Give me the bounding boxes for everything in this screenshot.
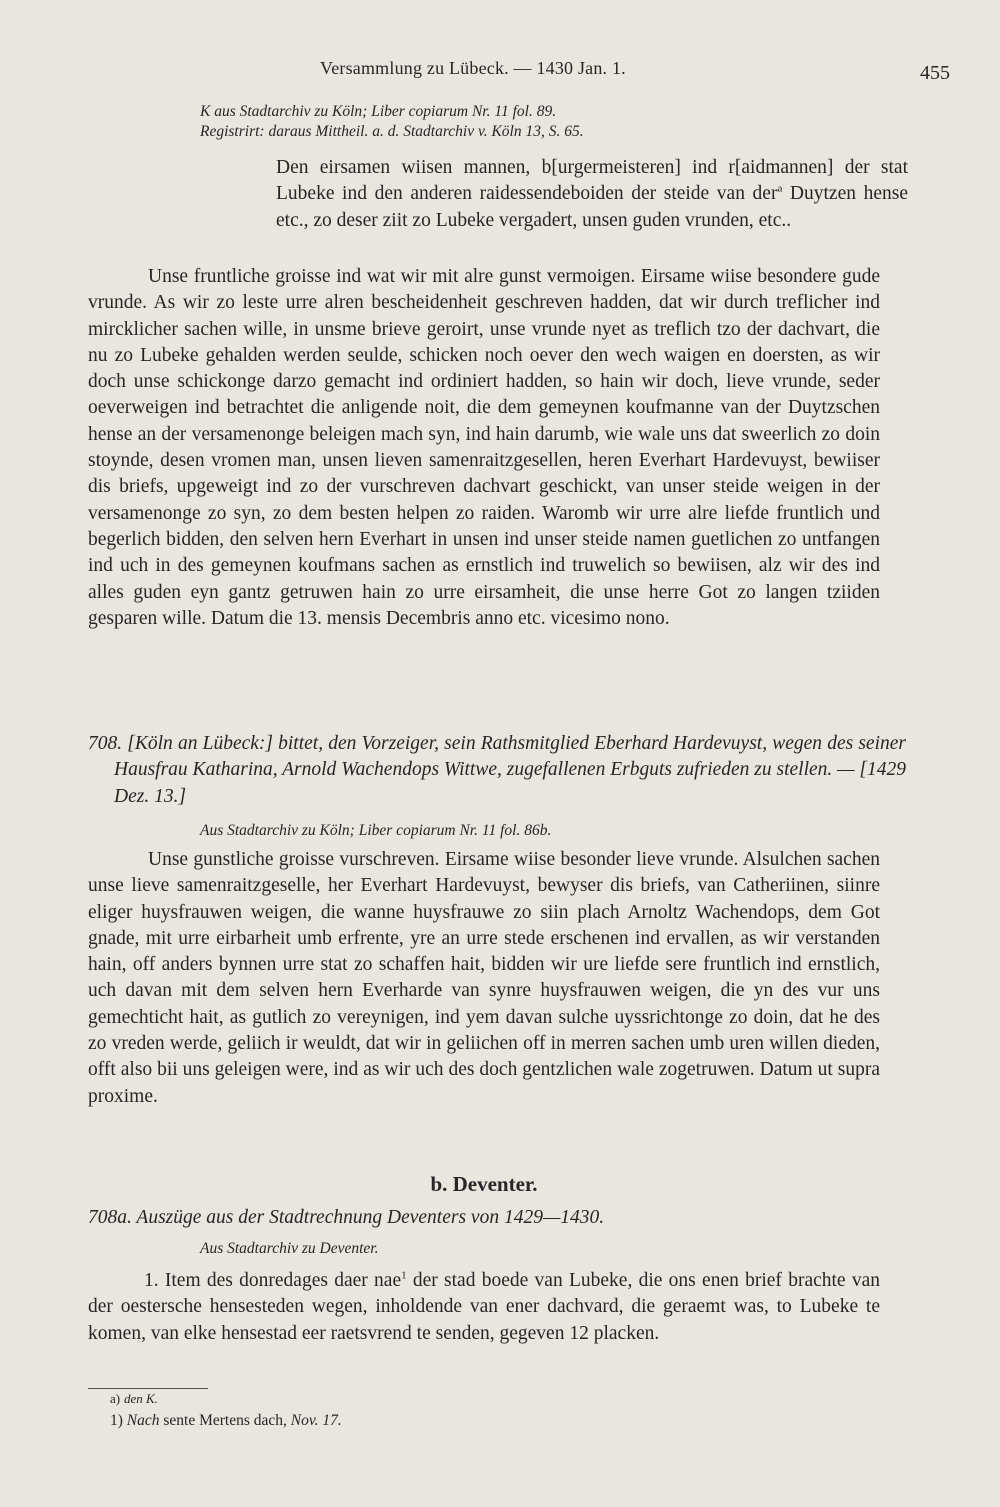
document-heading-708a: Auszüge aus der Stadtrechnung Deventers von 1429—1430.: [136, 1207, 605, 1228]
footnote-1-mark: 1): [110, 1412, 123, 1429]
footnote-1-text: sente Mertens dach,: [159, 1412, 291, 1429]
footnote-1: [110, 1410, 710, 1432]
item-text-1: 1. Item des donredages daer nae: [144, 1270, 402, 1291]
address-text-1: Den eirsamen wiisen mannen, b[urgermeisteren] ind r[aidmannen] der stat Lubeke ind den anderen raidessendeboiden der steide van der: [276, 157, 908, 205]
document-number-708a: 708a.: [88, 1207, 132, 1228]
document-title-708a: [88, 1205, 880, 1231]
footnote-marker-a: a: [777, 182, 783, 195]
letter-body-707: Unse fruntliche groisse ind wat wir mit alre gunst vermoigen. Eirsame wiise besondere gude vrunde. As wir zo leste urre alren bescheidenheit geschreven hadden, dat wir durch treflicher ind mircklicher sachen wille, in unsme brieve geroirt, unse vrunde nyet as treflich tzo der dachvart, die nu zo Lubeke gehalden werden seulde, schicken noch oever den wech waigen en doersten, as wir doch unse schickonge darzo gemacht ind ordiniert hadden, so hain wir doch, lieve vrunde, seder oeverweigen ind betrachtet die anligende noit, die dem gemeynen koufmanne van der Duytzschen hense an der versamenonge beleigen mach syn, ind hain darumb, wie wale uns dat sweerlich zo doin stoynde, desen vromen man, unsen lieven samenraitzgesellen, heren Everhart Hardevuyst, bewiiser dis briefs, upgeweigt ind zo der vurschreven dachvart geschickt, van unser steide weigen in der versamenonge zo syn, zo dem besten helpen zo raiden. Waromb wir urre alre liefde fruntlich und begerlich bidden, den selven hern Everhart in unsen ind unser steide namen guetlichen zo untfangen ind uch in des gemeynen koufmans sachen as ernstlich ind truwelich so bewiisen, alz wir des ind alles guden eyn gantz getruwen hain zo urre eirsamheit, die unse herre Got zo langen tziiden gesparen wille. Datum die 13. mensis Decembris anno etc. vicesimo nono.: [88, 266, 880, 629]
source-note-708: Aus Stadtarchiv zu Köln; Liber copiarum Nr. 11 fol. 86b.: [200, 822, 552, 839]
source-line-2: Registrirt: daraus Mittheil. a. d. Stadtarchiv v. Köln 13, S. 65.: [200, 123, 584, 140]
address-text-2: Duytzen hense etc., zo deser ziit zo Lubeke vergadert, unsen guden vrunden, etc..: [276, 183, 908, 231]
source-note-707: [200, 102, 760, 142]
running-title: Versammlung zu Lübeck. — 1430 Jan. 1.: [320, 58, 626, 78]
item-text-2: der stad boede van Lubeke, die ons enen brief brachte van der oestersche hensesteden wegen, inholdende van ener dachvard, die geraemt was, to Lubeke te komen, van elke hensestad eer raetsvrend te senden, gegeven 12 placken.: [88, 1270, 880, 1344]
footnote-1-date: Nov. 17.: [290, 1412, 342, 1429]
section-heading: b. Deventer.: [430, 1172, 538, 1196]
source-line-1: K aus Stadtarchiv zu Köln; Liber copiarum Nr. 11 fol. 89.: [200, 103, 557, 120]
page-header: [120, 58, 960, 88]
letter-body-708: Unse gunstliche groisse vurschreven. Eirsame wiise besonder lieve vrunde. Alsulchen sachen unse lieve samenraitzgeselle, her Everhart Hardevuyst, bewyser dis briefs, van Catheriinen, siinre eliger huysfrauwen weigen, die wanne huysfrauwe zo siin plach Arnoltz Wachendops, dem Got gnade, mit urre eirbarheit umb erfrente, yre an urre stede erschenen ind ervallen, as wir verstanden hain, off anders bynnen urre stat zo schaffen hait, bidden wir ure liefde sere fruntlich ind ernstlich, uch davan mit dem selven hern Everharde van synre huysfrauwen weigen, die yn des vur uns gemechticht hait, as gutlich zo vereynigen, ind yem davan sulche uyssrichtonge zo doin, dat he des zo vreden werde, geliich ir weuldt, dat wir in geliichen off in merren sachen umb uren willen dieden, offt also bii uns geleigen were, ind as wir uch des doch gentzlichen wale zogetruwen. Datum ut supra proxime.: [88, 849, 880, 1107]
source-note-708a: Aus Stadtarchiv zu Deventer.: [200, 1240, 379, 1257]
footnote-a: [110, 1388, 510, 1410]
footnote-marker-1: 1: [401, 1269, 407, 1282]
document-heading-708: [Köln an Lübeck:] bittet, den Vorzeiger, sein Rathsmitglied Eberhard Hardevuyst, wegen des seiner Hausfrau Katharina, Arnold Wachendops Wittwe, zugefallenen Erbguts zufrieden zu stellen. — [1429 Dez. 13.]: [114, 733, 906, 807]
footnote-1-nach: Nach: [126, 1412, 160, 1429]
footnote-a-mark: a): [110, 1391, 121, 1406]
account-item-1: [88, 1268, 880, 1347]
document-title-708: [88, 731, 906, 810]
footnote-a-text: den K.: [123, 1391, 158, 1406]
document-number-708: 708.: [88, 733, 123, 754]
letter-address: [276, 155, 908, 234]
page-number: 455: [920, 62, 950, 84]
